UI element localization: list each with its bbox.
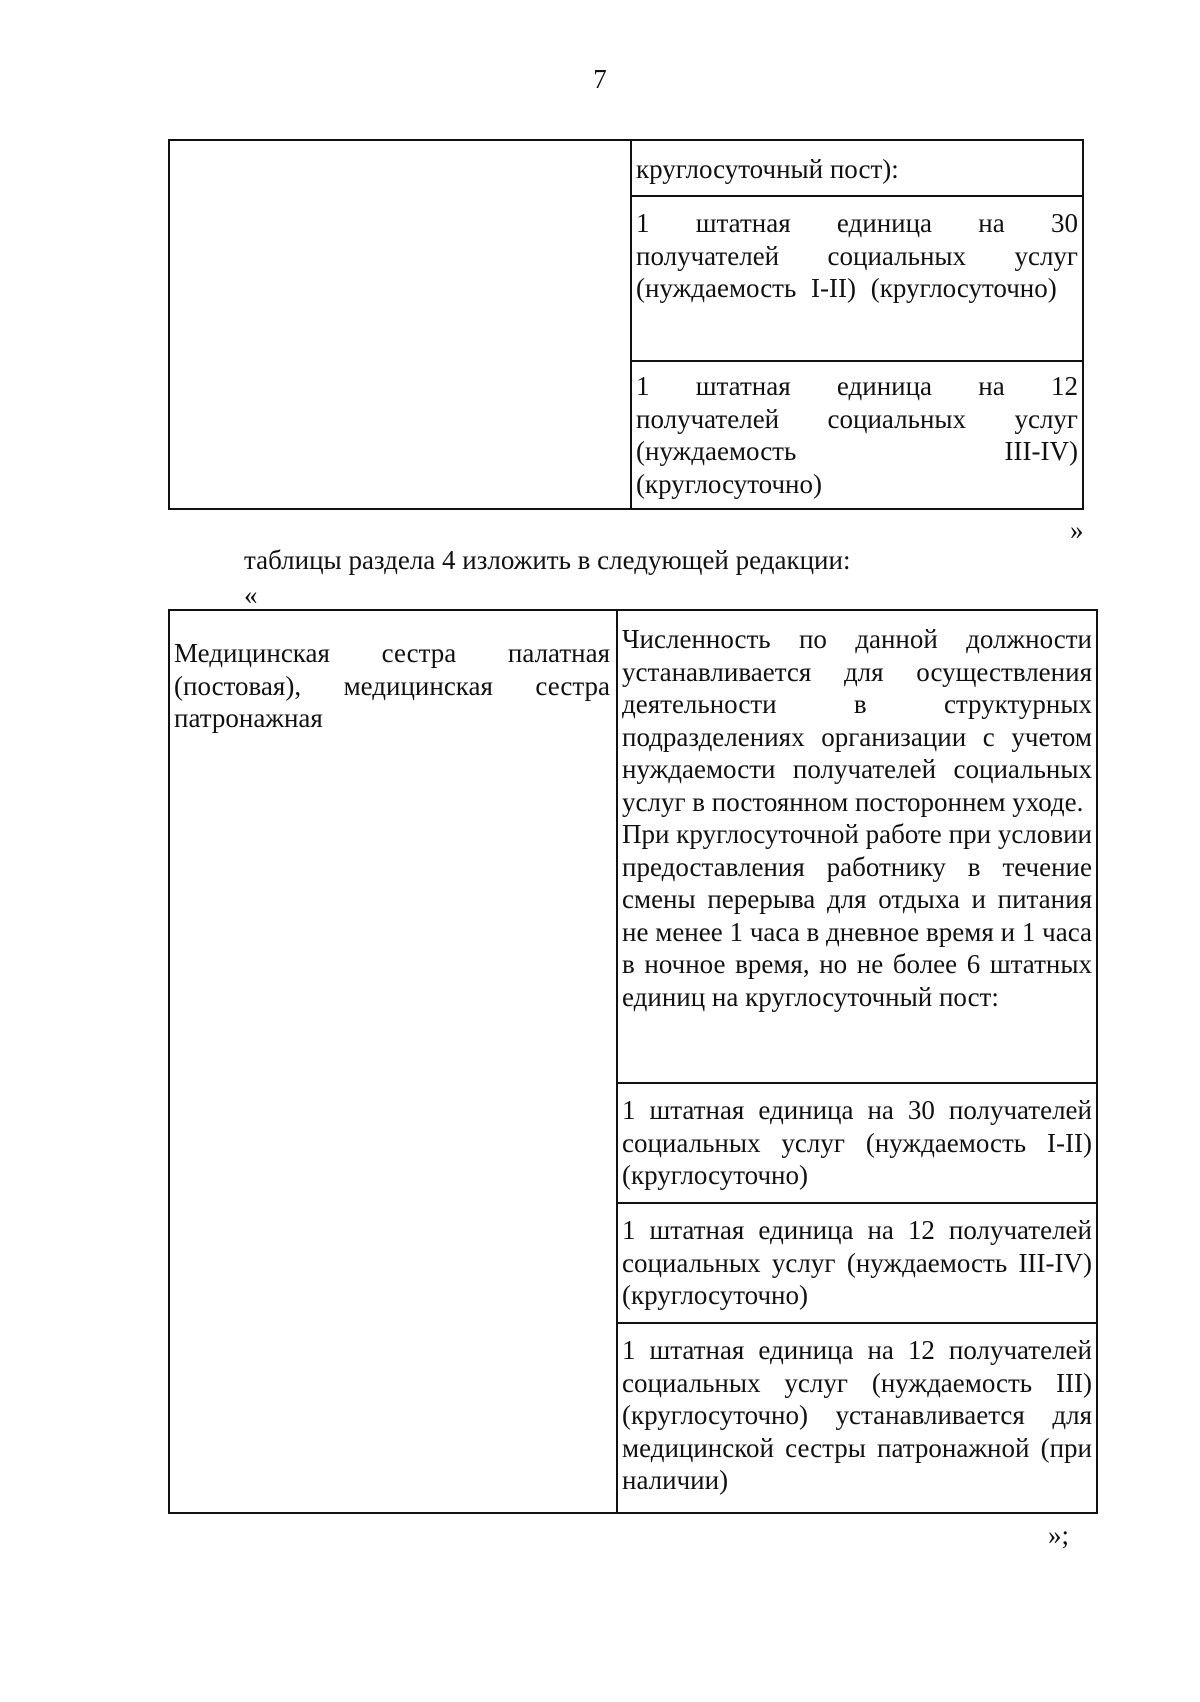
staffing-paragraph-1: Численность по данной должности устанавливается для осуществления деятельности в структурных подразделениях организации с учетом нуждаемости получателей социальных услуг в постоянном постороннем уходе. [622, 624, 1092, 817]
section4-table [168, 609, 1098, 1514]
previous-table-continuation [168, 139, 1084, 510]
page-number: 7 [593, 64, 607, 94]
closing-quote-1: » [1070, 515, 1084, 545]
position-title: Медицинская сестра палатная (постовая), медицинская сестра патронажная [174, 638, 610, 733]
staffing-paragraph-2: При круглосуточной работе при условии предоставления работнику в течение смены перерыва для отдыха и питания не менее 1 часа в дневное время и 1 часа в ночное время, но не более 6 штатных единиц на круглосуточный пост: [622, 819, 1092, 1012]
position-cell [169, 610, 617, 1513]
table2-row-0-text: 1 штатная единица на 30 получателей социальных услуг (нуждаемость I-II) (круглосуточно) [622, 1095, 1092, 1190]
table2-row-2 [617, 1323, 1097, 1513]
table1-row-0 [631, 140, 1083, 196]
table1-row-1-text: 1 штатная единица на 30 получателей социальных услуг (нуждаемость I-II) (круглосуточно) [636, 208, 1078, 303]
table1-row-2-text: 1 штатная единица на 12 получателей социальных услуг (нуждаемость III-IV) (круглосуточно) [636, 371, 1078, 499]
staffing-main-cell [617, 610, 1097, 1083]
table2-row-0 [617, 1083, 1097, 1203]
table1-row-2 [631, 361, 1083, 509]
opening-quote: « [244, 580, 258, 610]
intro-text: таблицы раздела 4 изложить в следующей редакции: [244, 545, 851, 575]
table1-row-1 [631, 196, 1083, 361]
closing-quote-2: »; [1048, 1520, 1070, 1550]
table2-row-1-text: 1 штатная единица на 12 получателей социальных услуг (нуждаемость III-IV) (круглосуточно) [622, 1215, 1092, 1310]
table1-row-0-text: круглосуточный пост): [636, 154, 899, 184]
empty-position-cell [169, 140, 631, 509]
table2-row-1 [617, 1203, 1097, 1323]
table2-row-2-text: 1 штатная единица на 12 получателей социальных услуг (нуждаемость III) (круглосуточно) устанавливается для медицинской сестры патронажной (при наличии) [622, 1335, 1092, 1495]
